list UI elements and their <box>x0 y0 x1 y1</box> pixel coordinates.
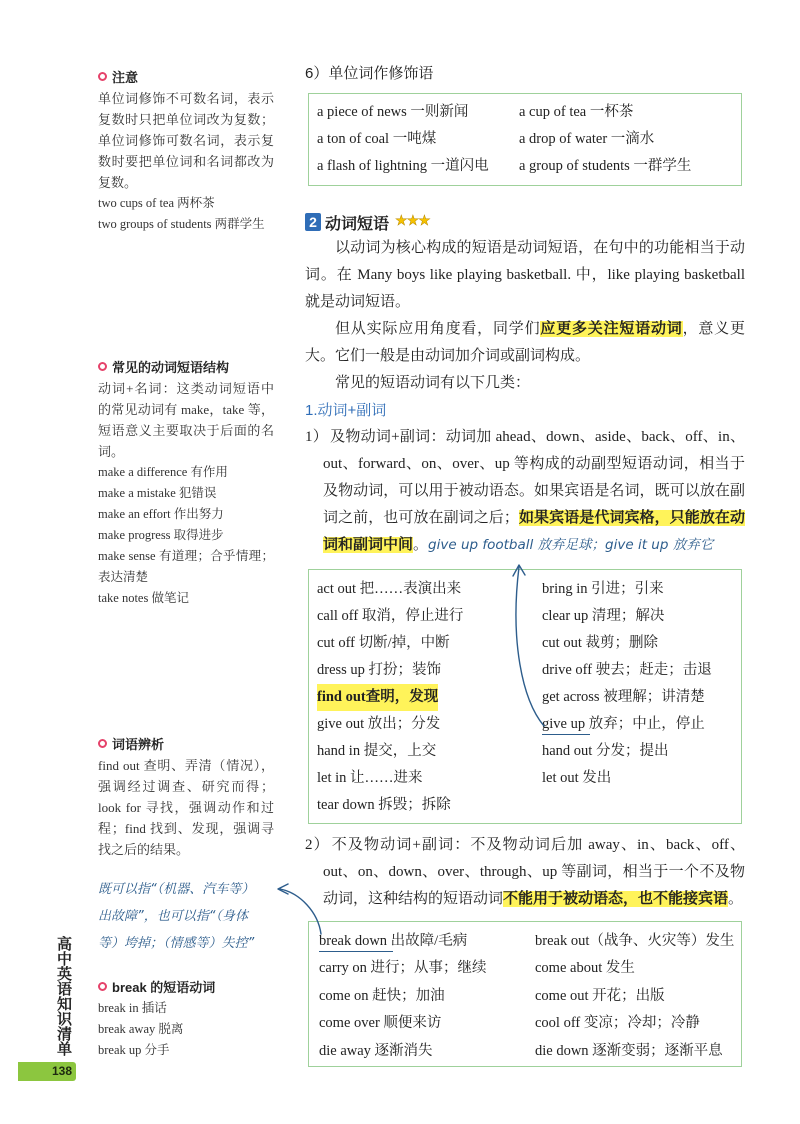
phrase-item: act out 把……表演出来 <box>317 581 462 597</box>
rule-text: 。 <box>728 891 744 907</box>
phrase-item: give out 放出；分发 <box>317 716 441 732</box>
structure-example: take notes 做笔记 <box>98 591 189 605</box>
arrow-head <box>278 884 288 894</box>
intro-paragraph: 以动词为核心构成的短语是动词短语，在句中的功能相当于动词。在 Many boys like playing basketball. 中，like playing basketball 就是动词短语。 <box>305 240 745 310</box>
note-example: two groups of students 两群学生 <box>98 217 265 231</box>
phrase-item: tear down 拆毁；拆除 <box>317 797 451 813</box>
break-title <box>98 978 274 998</box>
example-item: a ton of coal 一吨煤 <box>317 131 437 147</box>
note-body: 单位词修饰不可数名词，表示复数时只把单位词改为复数；单位词修饰可数名词，表示复数时要把单位词和名词都改为复数。 <box>98 91 274 190</box>
structure-title <box>98 358 274 378</box>
break-phrase-item: break away 脱离 <box>98 1022 184 1036</box>
highlighted-text: 如果宾语是代词宾格，只能放在动词和副词中间 <box>323 510 745 553</box>
rule-intransitive <box>305 832 745 913</box>
phrase-item: break out（战争、火灾等）发生 <box>535 933 735 949</box>
rule-text: 及物动词+副词：动词加 ahead、down、aside、back、off、in、out、forward、on、over、up 等构成的动副型短语动词，相当于及物动词，可以用于被动语态。如果宾语是名词，既可以放在副词之前，也可放在副词之后； <box>323 429 745 526</box>
handwritten-line: 等）垮掉；（情感等）失控” <box>98 936 255 951</box>
structure-example: make progress 取得进步 <box>98 528 224 542</box>
structure-example: make sense 有道理；合乎情理；表达清楚 <box>98 549 274 584</box>
phrase-column-right <box>542 576 712 792</box>
distinction-body: find out 查明、弄清（情况），强调经过调查、研究而得；look for 寻找，强调动作和过程；find 找到、发现，强调寻找之后的结果。 <box>98 758 274 857</box>
phrase-column-left <box>319 928 487 1065</box>
sidebar-word-distinction <box>98 735 274 860</box>
phrase-item: drive off 驶去；赶走；击退 <box>542 662 712 678</box>
bullet-icon <box>98 72 107 81</box>
distinction-title-text: 词语辨析 <box>112 737 165 752</box>
section-header <box>305 209 745 235</box>
category-title: 1.动词+副词 <box>305 402 387 419</box>
types-intro: 常见的短语动词有以下几类： <box>335 375 531 391</box>
example-item: a flash of lightning 一道闪电 <box>317 158 489 174</box>
handwritten-example: give up football 放弃足球；give it up 放弃它 <box>428 537 714 553</box>
example-item: a cup of tea 一杯茶 <box>519 104 634 120</box>
example-item: a drop of water 一滴水 <box>519 131 655 147</box>
phrase-item: cool off 变凉；冷却；冷静 <box>535 1015 700 1032</box>
phrase-column-left <box>317 576 463 819</box>
difficulty-stars <box>395 215 430 229</box>
unit-word-examples-box <box>308 93 742 186</box>
phrase-item: come over 顺便来访 <box>319 1015 442 1032</box>
phrase-item: bring in 引进；引来 <box>542 581 664 597</box>
bullet-icon <box>98 739 107 748</box>
focus-text: ，意义更大。它们一般是由动词加介词或副词构成。 <box>305 321 745 364</box>
handwritten-line: 出故障”，也可以指“（身体 <box>98 909 248 924</box>
phrase-item: dress up 打扮；装饰 <box>317 662 442 678</box>
phrase-item-highlighted: find out查明，发现 <box>317 684 438 711</box>
distinction-title <box>98 735 274 755</box>
note-title <box>98 68 274 88</box>
star-icon: ★ <box>395 214 408 229</box>
phrase-item: get across 被理解；讲清楚 <box>542 689 705 705</box>
example-item: a group of students 一群学生 <box>519 158 692 174</box>
rule-text: 。 <box>413 537 429 553</box>
subsection-title: 6）单位词作修饰语 <box>305 65 434 82</box>
phrase-item: clear up 清理；解决 <box>542 608 665 624</box>
rule-label: 2） <box>305 837 330 853</box>
example-row <box>317 153 741 180</box>
sidebar-note <box>98 68 274 235</box>
break-title-text: break 的短语动词 <box>112 980 216 995</box>
phrase-item: come about 发生 <box>535 960 635 977</box>
phrase-item: let out 发出 <box>542 770 612 786</box>
main-column <box>305 62 745 1067</box>
page-number: 138 <box>18 1062 76 1081</box>
example-row <box>317 126 741 153</box>
phrase-item: call off 取消，停止进行 <box>317 608 464 624</box>
handwritten-note <box>98 876 278 957</box>
focus-paragraph <box>305 316 745 370</box>
phrase-item: cut off 切断/掉，中断 <box>317 635 450 651</box>
highlighted-text: 不能用于被动语态，也不能接宾语 <box>503 891 729 907</box>
sidebar-break-phrases <box>98 978 274 1061</box>
phrase-item: cut out 裁剪；删除 <box>542 635 658 651</box>
phrase-column-right <box>535 928 734 1065</box>
note-title-text: 注意 <box>112 70 139 85</box>
handwritten-line: 既可以指“（机器、汽车等） <box>98 882 255 897</box>
section-number: 2 <box>305 213 321 231</box>
phrase-item: come on 赶快；加油 <box>319 987 445 1004</box>
sidebar-verb-phrase-structure <box>98 358 274 609</box>
focus-text: 但从实际应用角度看，同学们 <box>335 321 541 337</box>
example-item: a piece of news 一则新闻 <box>317 104 469 120</box>
structure-body: 动词+名词：这类动词短语中的常见动词有 make，take 等，短语意义主要取决于后面的名词。 <box>98 381 274 459</box>
phrase-item-underlined: break down 出故障/毛病 <box>319 928 467 955</box>
structure-title-text: 常见的动词短语结构 <box>112 360 230 375</box>
structure-example: make a mistake 犯错误 <box>98 486 217 500</box>
structure-example: make an effort 作出努力 <box>98 507 224 521</box>
note-example: two cups of tea 两杯茶 <box>98 196 215 210</box>
bullet-icon <box>98 362 107 371</box>
structure-example: make a difference 有作用 <box>98 465 228 479</box>
phrase-item: let in 让……进来 <box>317 770 423 786</box>
star-icon: ★ <box>406 214 420 229</box>
phrase-item: hand out 分发；提出 <box>542 743 669 759</box>
phrase-item-underlined: give up 放弃；中止，停止 <box>542 711 705 738</box>
rule-label: 1） <box>305 429 329 445</box>
phrase-item: die away 逐渐消失 <box>319 1042 433 1059</box>
rule-text: 不及物动词+副词：不及物动词后加 away、in、back、off、out、on、down、over、through、up 等副词，相当于一个不及物动词，这种结构的短语动词 <box>323 837 745 907</box>
rule-transitive <box>305 424 745 559</box>
example-row <box>317 99 741 126</box>
bullet-icon <box>98 982 107 991</box>
phrase-item: die down 逐渐变弱；逐渐平息 <box>535 1042 723 1059</box>
break-phrase-item: break in 插话 <box>98 1001 167 1015</box>
break-phrase-item: break up 分手 <box>98 1043 170 1057</box>
phrase-item: hand in 提交，上交 <box>317 743 437 759</box>
book-title-spine: 高中英语知识清单 <box>55 936 72 1056</box>
section-title: 动词短语 <box>325 215 390 233</box>
phrase-item: carry on 进行；从事；继续 <box>319 960 487 977</box>
intransitive-phrase-box <box>308 921 742 1067</box>
star-icon: ★ <box>418 214 431 229</box>
transitive-phrase-box <box>308 569 742 824</box>
highlighted-text: 应更多关注短语动词 <box>540 321 683 337</box>
phrase-item: come out 开花；出版 <box>535 987 665 1004</box>
